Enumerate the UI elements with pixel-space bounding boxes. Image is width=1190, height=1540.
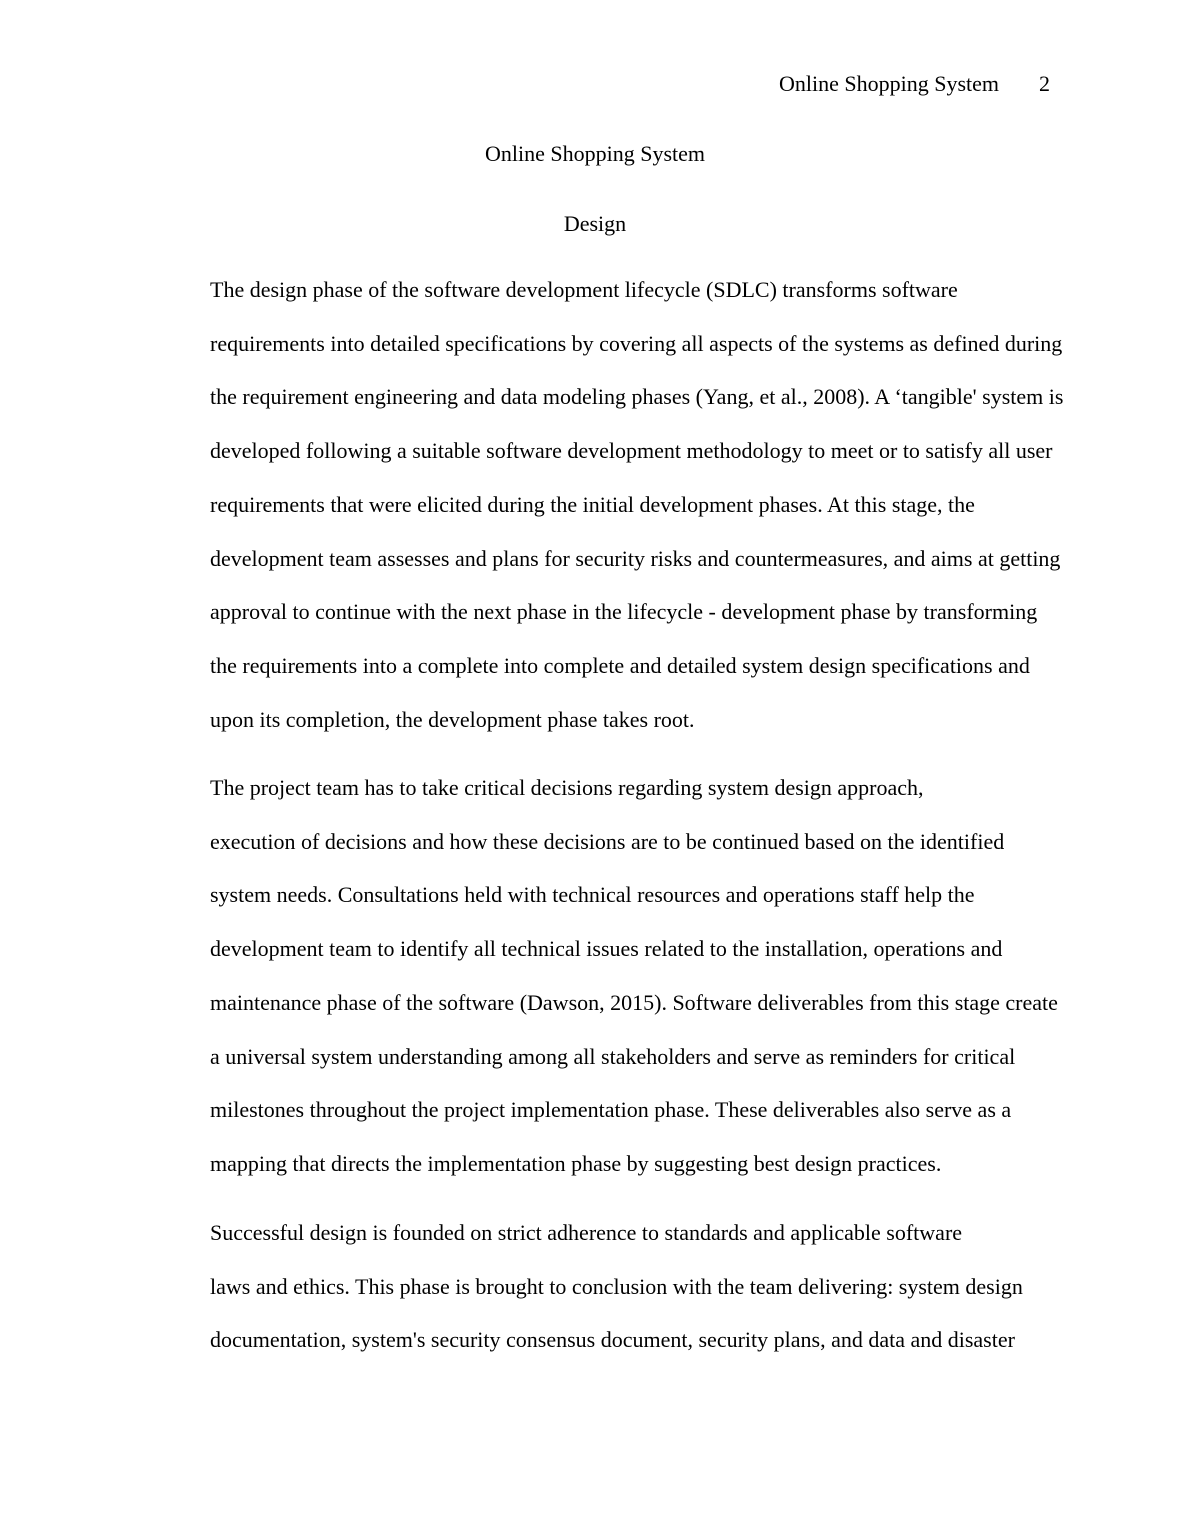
- text-line: approval to continue with the next phase in the lifecycle - development phase by transforming: [210, 599, 1038, 625]
- text-line: maintenance phase of the software (Dawson, 2015). Software deliverables from this stage create: [210, 989, 1058, 1015]
- text-line: The design phase of the software development lifecycle (SDLC) transforms software: [210, 277, 958, 302]
- document-title: Online Shopping System: [484, 141, 705, 166]
- text-line: development team to identify all technical issues related to the installation, operations and: [210, 936, 1003, 962]
- text-line: The project team has to take critical decisions regarding system design approach,: [210, 775, 924, 800]
- paragraph-1: [140, 263, 1064, 746]
- text-line: development team assesses and plans for security risks and countermeasures, and aims at getting: [210, 545, 1061, 571]
- paragraph-2: [140, 761, 1058, 1191]
- running-header: [779, 68, 1050, 100]
- text-line: documentation, system's security consensus document, security plans, and data and disaster: [210, 1327, 1015, 1353]
- text-line: the requirements into a complete into complete and detailed system design specifications and: [210, 652, 1030, 678]
- text-line: upon its completion, the development phase takes root.: [210, 706, 695, 732]
- text-line: mapping that directs the implementation phase by suggesting best design practices.: [210, 1150, 942, 1176]
- text-line: the requirement engineering and data modeling phases (Yang, et al., 2008). A ‘tangible' system is: [210, 384, 1064, 410]
- text-line: laws and ethics. This phase is brought to conclusion with the team delivering: system design: [210, 1273, 1023, 1299]
- text-line: system needs. Consultations held with technical resources and operations staff help the: [210, 882, 975, 908]
- text-line: milestones throughout the project implementation phase. These deliverables also serve as a: [210, 1097, 1012, 1123]
- section-heading: Design: [563, 211, 627, 236]
- text-line: a universal system understanding among all stakeholders and serve as reminders for critical: [210, 1043, 1016, 1069]
- page-number: 2: [1039, 71, 1050, 96]
- text-line: execution of decisions and how these decisions are to be continued based on the identified: [210, 828, 1005, 854]
- running-head-title: Online Shopping System: [778, 71, 999, 96]
- text-line: requirements into detailed specifications by covering all aspects of the systems as defined during: [210, 330, 1063, 356]
- text-line: developed following a suitable software development methodology to meet or to satisfy all user: [210, 438, 1053, 464]
- text-line: requirements that were elicited during the initial development phases. At this stage, the: [210, 491, 975, 517]
- paragraph-3: [140, 1206, 1052, 1367]
- text-line: Successful design is founded on strict adherence to standards and applicable software: [210, 1220, 963, 1245]
